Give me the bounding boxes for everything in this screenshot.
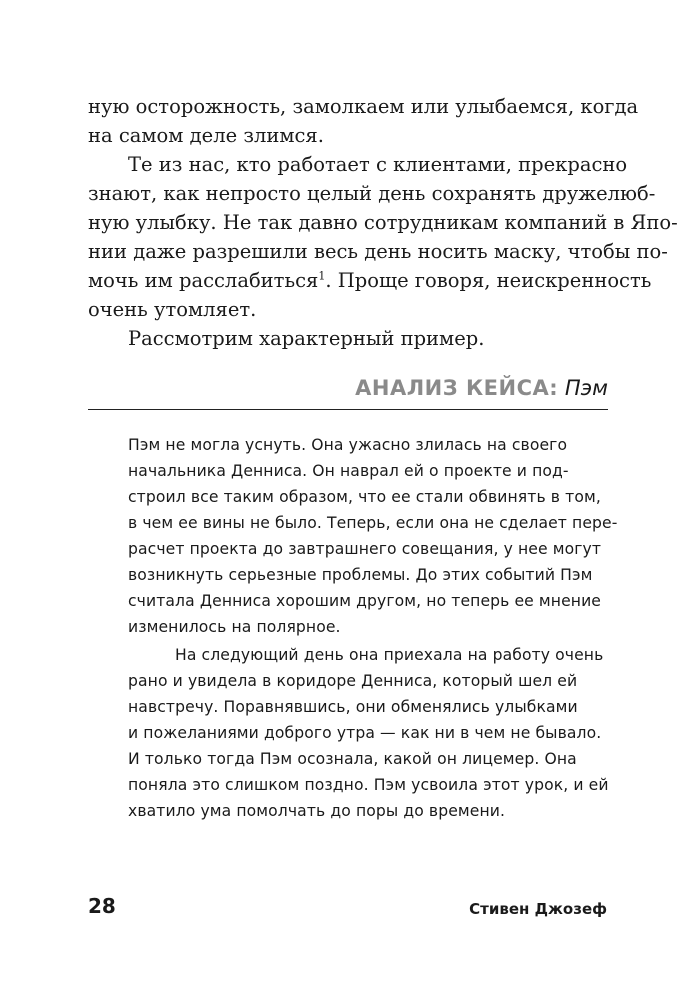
text-line: Рассмотрим характерный пример. — [128, 327, 485, 350]
text-fragment: . Проще говоря, неискренность — [325, 269, 652, 292]
text-line: возникнуть серьезные проблемы. До этих событий Пэм — [128, 566, 593, 584]
text-line: в чем ее вины не было. Теперь, если она не сделает пере- — [128, 514, 618, 532]
text-line: На следующий день она приехала на работу очень — [175, 646, 604, 664]
footnote-marker[interactable]: 1 — [318, 269, 326, 283]
text-line — [88, 266, 651, 295]
case-study-name: Пэм — [564, 376, 608, 400]
heading-divider — [88, 409, 608, 410]
case-study-label: АНАЛИЗ КЕЙСА: — [355, 376, 559, 400]
text-line: Пэм не могла уснуть. Она ужасно злилась на своего — [128, 436, 568, 454]
text-line: считала Денниса хорошим другом, но теперь ее мнение — [128, 592, 602, 610]
text-line: и пожеланиями доброго утра — как ни в чем не бывало. — [128, 724, 602, 742]
text-line: рано и увидела в коридоре Денниса, который шел ей — [128, 672, 578, 690]
text-line: нии даже разрешили весь день носить маску, чтобы по- — [88, 240, 668, 263]
text-line: расчет проекта до завтрашнего совещания, у нее могут — [128, 540, 602, 558]
text-line: И только тогда Пэм осознала, какой он лицемер. Она — [128, 750, 577, 768]
text-line: навстречу. Поравнявшись, они обменялись улыбками — [128, 698, 578, 716]
text-line: Те из нас, кто работает с клиентами, прекрасно — [128, 153, 628, 176]
text-line: знают, как непросто целый день сохранять дружелюб- — [88, 182, 656, 205]
running-title: Стивен Джозеф — [469, 900, 607, 918]
text-fragment: мочь им расслабиться — [88, 269, 319, 292]
case-study-heading — [355, 374, 608, 402]
text-line: строил все таким образом, что ее стали обвинять в том, — [128, 488, 601, 506]
text-line: начальника Денниса. Он наврал ей о проекте и под- — [128, 462, 569, 480]
text-line: на самом деле злимся. — [88, 124, 324, 147]
text-line: ную улыбку. Не так давно сотрудникам компаний в Япо- — [88, 211, 678, 234]
text-line: поняла это слишком поздно. Пэм усвоила этот урок, и ей — [128, 776, 609, 794]
text-line: хватило ума помолчать до поры до времени. — [128, 802, 506, 820]
page-number: 28 — [88, 894, 116, 918]
text-line: ную осторожность, замолкаем или улыбаемся, когда — [88, 95, 639, 118]
text-line: изменилось на полярное. — [128, 618, 341, 636]
text-line: очень утомляет. — [88, 298, 257, 321]
